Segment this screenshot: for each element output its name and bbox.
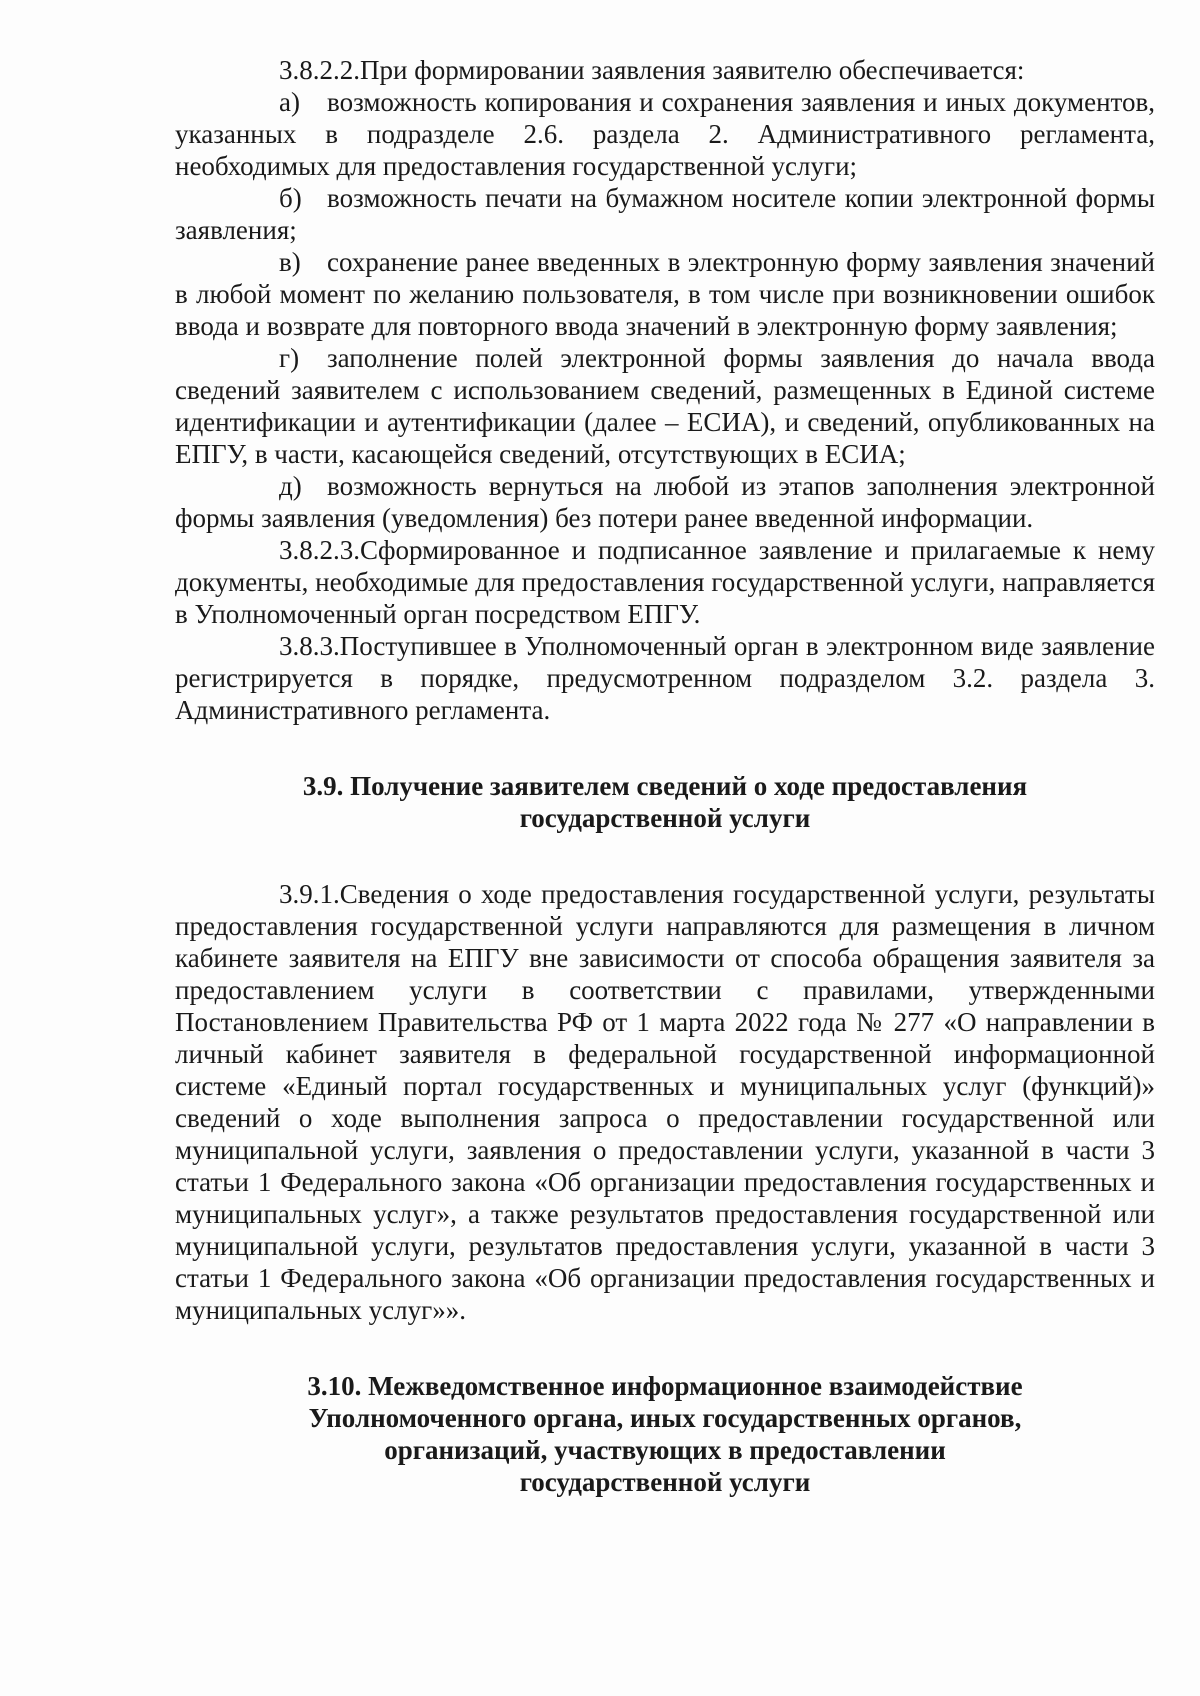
paragraph-number: 3.8.2.3.: [279, 535, 360, 565]
paragraph-3-9-1: [175, 878, 1155, 1326]
paragraph-3-8-3: [175, 630, 1155, 726]
list-item-letter: в): [279, 247, 301, 277]
list-item: [175, 182, 1155, 246]
paragraph-number: 3.8.2.2.: [279, 55, 360, 85]
section-heading-line: государственной услуги: [519, 1467, 811, 1497]
section-heading-line: 3.9. Получение заявителем сведений о ходе предоставления: [302, 771, 1028, 801]
list-item: [175, 246, 1155, 342]
paragraph-text: Поступившее в Уполномоченный орган в электронном виде заявление регистрируется в порядке, предусмотренном подразделом 3.2. раздела 3. Административного регламента.: [175, 631, 1155, 725]
list-item-text: заполнение полей электронной формы заявления до начала ввода сведений заявителем с использованием сведений, размещенных в Единой системе идентификации и аутентификации (далее – ЕСИА), и сведений, опубликованных на ЕПГУ, в части, касающейся сведений, отсутствующих в ЕСИА;: [175, 343, 1155, 469]
list-item: [175, 470, 1155, 534]
section-heading-line: государственной услуги: [519, 803, 811, 833]
section-heading-3-9: [175, 770, 1155, 834]
list-item-letter: д): [279, 471, 302, 501]
list-item-text: возможность вернуться на любой из этапов заполнения электронной формы заявления (уведомления) без потери ранее введенной информации.: [175, 471, 1155, 533]
section-heading-line: Уполномоченного органа, иных государственных органов,: [308, 1403, 1022, 1433]
list-item-text: возможность копирования и сохранения заявления и иных документов, указанных в подразделе 2.6. раздела 2. Административного регламента, необходимых для предоставления государственной услуги;: [175, 87, 1155, 181]
paragraph-3-8-2-2: [175, 54, 1155, 86]
list-item-text: сохранение ранее введенных в электронную форму заявления значений в любой момент по желанию пользователя, в том числе при возникновении ошибок ввода и возврате для повторного ввода значений в электронную форму заявления;: [175, 247, 1155, 341]
document-body: [175, 54, 1155, 1498]
list-item: [175, 86, 1155, 182]
list-item-letter: г): [279, 343, 300, 373]
paragraph-number: 3.9.1.: [279, 879, 340, 909]
paragraph-text: При формировании заявления заявителю обеспечивается:: [360, 55, 1025, 85]
list-item-letter: б): [279, 183, 302, 213]
paragraph-3-8-2-3: [175, 534, 1155, 630]
section-heading-line: 3.10. Межведомственное информационное взаимодействие: [307, 1371, 1023, 1401]
list-item: [175, 342, 1155, 470]
paragraph-number: 3.8.3.: [279, 631, 340, 661]
section-heading-3-10: [175, 1370, 1155, 1498]
list-item-letter: а): [279, 87, 300, 117]
paragraph-text: Сведения о ходе предоставления государственной услуги, результаты предоставления государственной услуги направляются для размещения в личном кабинете заявителя на ЕПГУ вне зависимости от способа обращения заявителя за предоставлением услуги в соответствии с правилами, утвержденными Постановлением Правительства РФ от 1 марта 2022 года № 277 «О направлении в личный кабинет заявителя в федеральной государственной информационной системе «Единый портал государственных и муниципальных услуг (функций)» сведений о ходе выполнения запроса о предоставлении государственной или муниципальной услуги, заявления о предоставлении услуги, указанной в части 3 статьи 1 Федерального закона «Об организации предоставления государственных и муниципальных услуг», а также результатов предоставления государственной или муниципальной услуги, результатов предоставления услуги, указанной в части 3 статьи 1 Федерального закона «Об организации предоставления государственных и муниципальных услуг»».: [175, 879, 1155, 1325]
paragraph-text: Сформированное и подписанное заявление и прилагаемые к нему документы, необходимые для предоставления государственной услуги, направляется в Уполномоченный орган посредством ЕПГУ.: [175, 535, 1155, 629]
section-heading-line: организаций, участвующих в предоставлении: [384, 1435, 946, 1465]
list-item-text: возможность печати на бумажном носителе копии электронной формы заявления;: [175, 183, 1155, 245]
